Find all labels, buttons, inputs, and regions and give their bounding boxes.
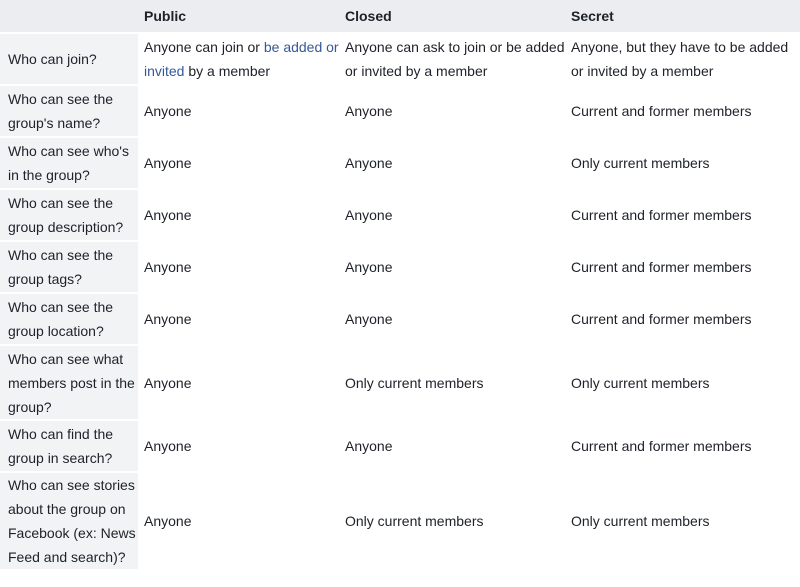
table-row [0,34,800,86]
cell-public: Anyone [140,473,341,571]
cell-closed: Anyone [341,242,567,294]
table-row [0,190,800,242]
table-row [0,138,800,190]
cell-secret: Only current members [567,346,800,421]
cell-secret: Anyone, but they have to be added or invited by a member [567,34,800,86]
cell-closed: Anyone [341,190,567,242]
cell-closed: Anyone [341,421,567,473]
row-question: Who can see stories about the group on Facebook (ex: News Feed and search)? [0,473,140,571]
cell-public: Anyone [140,138,341,190]
cell-public: Anyone [140,294,341,346]
row-question: Who can see the group description? [0,190,140,242]
row-question: Who can join? [0,34,140,86]
cell-secret: Current and former members [567,294,800,346]
cell-public [140,34,341,86]
cell-public: Anyone [140,421,341,473]
cell-closed: Anyone can ask to join or be added or invited by a member [341,34,567,86]
cell-public: Anyone [140,190,341,242]
cell-secret: Only current members [567,138,800,190]
cell-closed: Only current members [341,346,567,421]
table-row [0,86,800,138]
cell-secret: Current and former members [567,242,800,294]
cell-public: Anyone [140,346,341,421]
cell-secret: Current and former members [567,190,800,242]
column-header-public: Public [140,0,341,34]
cell-secret: Current and former members [567,421,800,473]
column-header-secret: Secret [567,0,800,34]
table-row [0,294,800,346]
table-row [0,421,800,473]
cell-text: Anyone can join or [144,39,264,55]
column-header-closed: Closed [341,0,567,34]
row-question: Who can find the group in search? [0,421,140,473]
cell-closed: Anyone [341,294,567,346]
row-question: Who can see the group tags? [0,242,140,294]
table-row [0,242,800,294]
cell-public: Anyone [140,86,341,138]
row-question: Who can see who's in the group? [0,138,140,190]
cell-closed: Anyone [341,138,567,190]
row-question: Who can see what members post in the group? [0,346,140,421]
cell-closed: Anyone [341,86,567,138]
table-row [0,346,800,421]
cell-secret: Only current members [567,473,800,571]
cell-secret: Current and former members [567,86,800,138]
cell-text: by a member [184,63,271,79]
header-corner [0,0,140,34]
cell-public: Anyone [140,242,341,294]
header-row [0,0,800,34]
row-question: Who can see the group's name? [0,86,140,138]
be-added-or-invited-link[interactable]: be added or invited [144,39,339,79]
cell-closed: Only current members [341,473,567,571]
table-row [0,473,800,571]
row-question: Who can see the group location? [0,294,140,346]
